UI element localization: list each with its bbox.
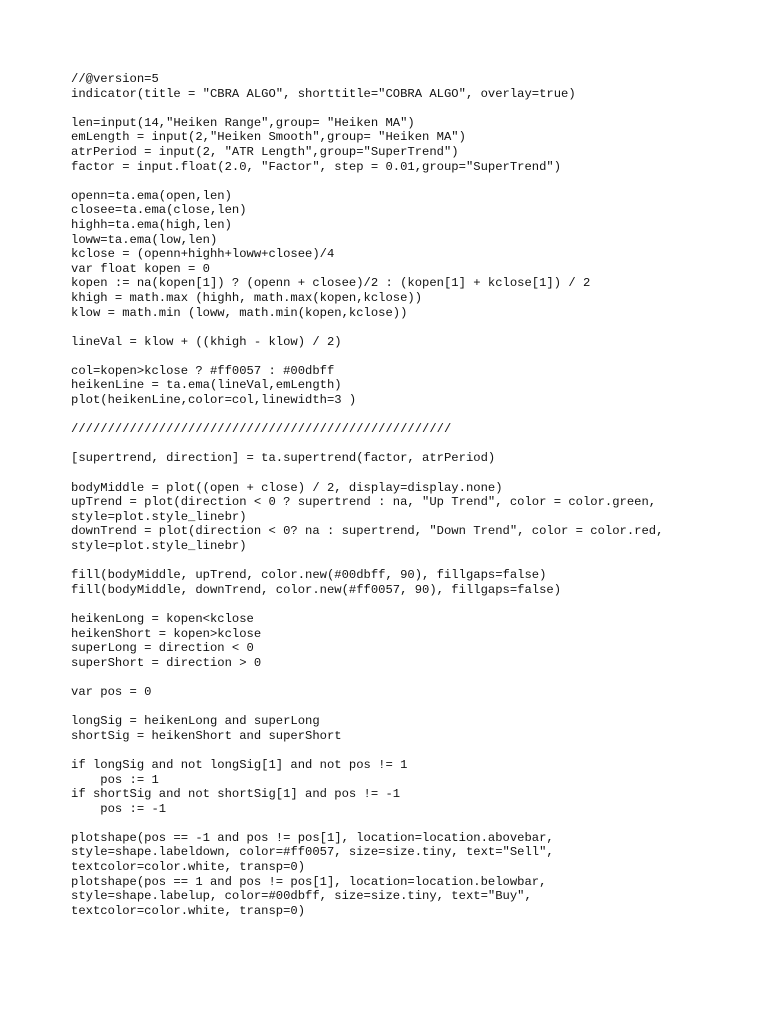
code-line: upTrend = plot(direction < 0 ? supertrend : na, "Up Trend", color = color.green, xyxy=(71,495,657,510)
code-line: shortSig = heikenShort and superShort xyxy=(71,728,342,743)
code-line: pos := 1 xyxy=(71,772,159,787)
code-line xyxy=(71,554,751,569)
code-line: longSig = heikenLong and superLong xyxy=(71,714,320,729)
code-line: downTrend = plot(direction < 0? na : supertrend, "Down Trend", color = color.red, xyxy=(71,524,664,539)
code-line: loww=ta.ema(low,len) xyxy=(71,232,218,247)
code-line: textcolor=color.white, transp=0) xyxy=(71,903,306,918)
code-line: kopen := na(kopen[1]) ? (openn + closee)/2 : (kopen[1] + kclose[1]) / 2 xyxy=(71,276,591,291)
code-line: style=plot.style_linebr) xyxy=(71,539,247,553)
code-line: plot(heikenLine,color=col,linewidth=3 ) xyxy=(71,393,357,408)
code-line: pos := -1 xyxy=(71,801,167,816)
code-line xyxy=(71,320,751,335)
code-line: [supertrend, direction] = ta.supertrend(factor, atrPeriod) xyxy=(71,451,496,466)
code-line xyxy=(71,101,751,116)
code-line: plotshape(pos == 1 and pos != pos[1], location=location.belowbar, xyxy=(71,874,547,889)
code-line: style=shape.labeldown, color=#ff0057, size=size.tiny, text="Sell", xyxy=(71,845,554,860)
code-line: fill(bodyMiddle, upTrend, color.new(#00dbff, 90), fillgaps=false) xyxy=(71,568,547,583)
code-line: textcolor=color.white, transp=0) xyxy=(71,860,306,875)
code-line xyxy=(71,408,751,423)
code-line: plotshape(pos == -1 and pos != pos[1], location=location.abovebar, xyxy=(71,830,554,845)
code-line xyxy=(71,437,751,452)
code-line: //////////////////////////////////////////////////// xyxy=(71,422,452,437)
code-line: indicator(title = "CBRA ALGO", shorttitle="COBRA ALGO", overlay=true) xyxy=(71,86,576,101)
code-line xyxy=(71,466,751,481)
code-line: var pos = 0 xyxy=(71,684,152,699)
code-block xyxy=(71,72,751,918)
code-line: heikenShort = kopen>kclose xyxy=(71,626,262,641)
code-line: var float kopen = 0 xyxy=(71,261,210,276)
code-line: if longSig and not longSig[1] and not pos != 1 xyxy=(71,757,408,772)
code-line: bodyMiddle = plot((open + close) / 2, display=display.none) xyxy=(71,480,503,495)
code-line xyxy=(71,816,751,831)
code-line: highh=ta.ema(high,len) xyxy=(71,217,232,232)
code-line: //@version=5 xyxy=(71,72,159,86)
code-line: style=plot.style_linebr) xyxy=(71,509,247,524)
code-line: superShort = direction > 0 xyxy=(71,655,262,670)
code-line xyxy=(71,349,751,364)
code-line: style=shape.labelup, color=#00dbff, size=size.tiny, text="Buy", xyxy=(71,889,532,904)
code-line xyxy=(71,743,751,758)
code-line: khigh = math.max (highh, math.max(kopen,kclose)) xyxy=(71,290,423,305)
code-line: openn=ta.ema(open,len) xyxy=(71,188,232,203)
code-line xyxy=(71,597,751,612)
code-line: lineVal = klow + ((khigh - klow) / 2) xyxy=(71,334,342,349)
code-line: atrPeriod = input(2, "ATR Length",group="SuperTrend") xyxy=(71,144,459,159)
code-line: len=input(14,"Heiken Range",group= "Heiken MA") xyxy=(71,115,415,130)
code-line: emLength = input(2,"Heiken Smooth",group= "Heiken MA") xyxy=(71,130,466,145)
code-line xyxy=(71,174,751,189)
code-line xyxy=(71,700,751,715)
code-line: if shortSig and not shortSig[1] and pos != -1 xyxy=(71,787,401,802)
code-line: closee=ta.ema(close,len) xyxy=(71,203,247,218)
code-line: col=kopen>kclose ? #ff0057 : #00dbff xyxy=(71,363,335,378)
code-line: fill(bodyMiddle, downTrend, color.new(#ff0057, 90), fillgaps=false) xyxy=(71,582,562,597)
code-line: factor = input.float(2.0, "Factor", step = 0.01,group="SuperTrend") xyxy=(71,159,562,174)
code-line: heikenLong = kopen<kclose xyxy=(71,611,254,626)
code-line: kclose = (openn+highh+loww+closee)/4 xyxy=(71,247,335,262)
code-line: heikenLine = ta.ema(lineVal,emLength) xyxy=(71,378,342,393)
code-line xyxy=(71,670,751,685)
code-line: superLong = direction < 0 xyxy=(71,641,254,656)
code-line: klow = math.min (loww, math.min(kopen,kclose)) xyxy=(71,305,408,320)
